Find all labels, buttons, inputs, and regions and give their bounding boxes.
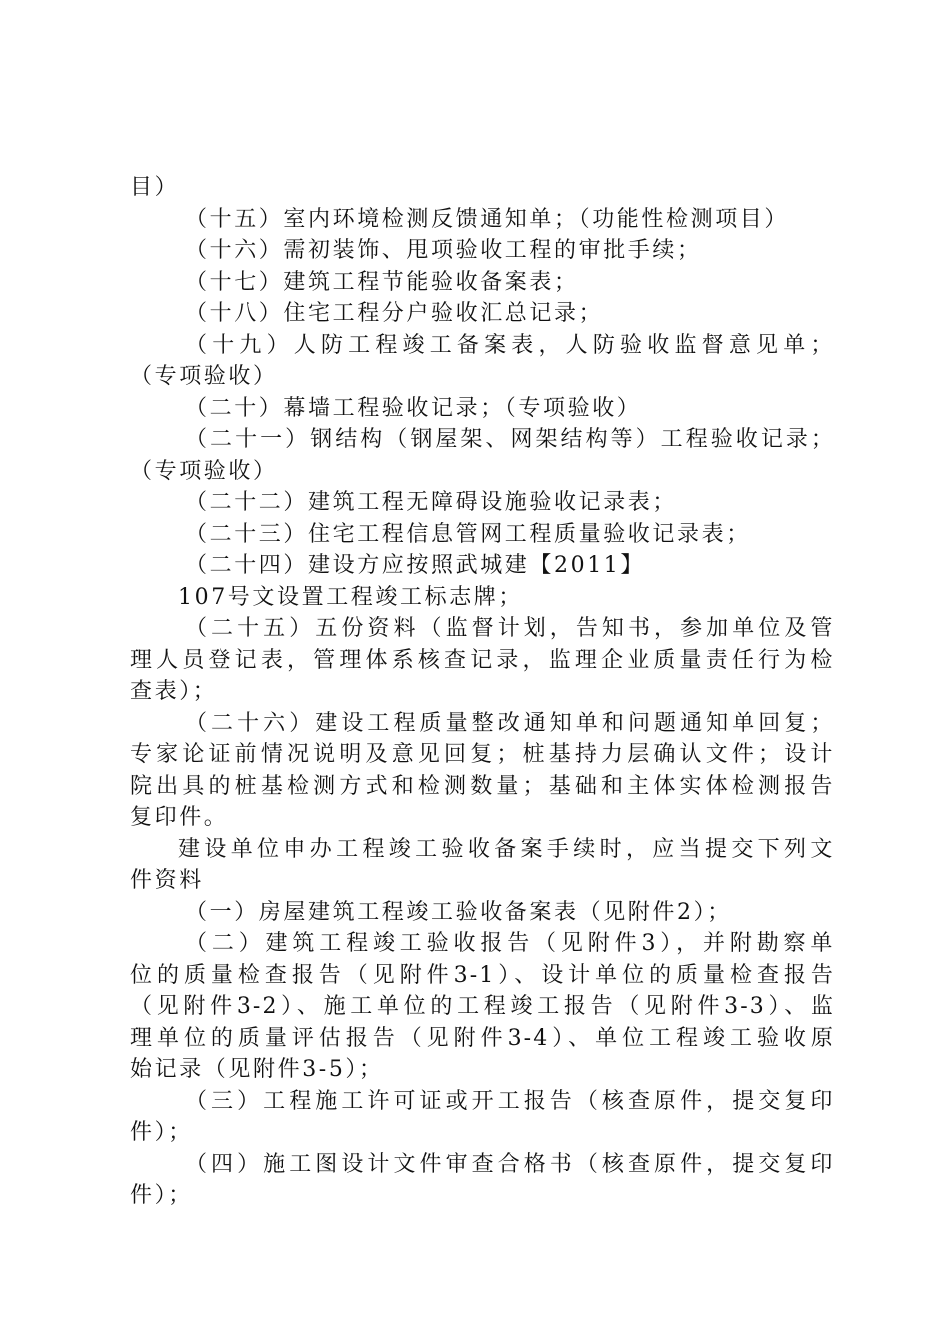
text-line: （十六）需初装饰、甩项验收工程的审批手续； bbox=[185, 238, 702, 263]
text-line: （一）房屋建筑工程竣工验收备案表（见附件2）； bbox=[185, 899, 732, 925]
text-line: （十五）室内环境检测反馈通知单；（功能性检测项目） bbox=[185, 206, 790, 232]
text-line: 建设单位申办工程竣工验收备案手续时，应当提交下列文 bbox=[178, 836, 835, 862]
text-line: 查表）； bbox=[130, 679, 218, 704]
text-line: （二十四）建设方应按照武城建【2011】 bbox=[185, 553, 645, 578]
text-line: 目） bbox=[130, 175, 180, 200]
document-body bbox=[130, 172, 835, 1212]
text-line: 院出具的桩基检测方式和检测数量；基础和主体实体检测报告 bbox=[130, 773, 835, 799]
text-line: 复印件。 bbox=[130, 805, 229, 830]
text-line: 专家论证前情况说明及意见回复；桩基持力层确认文件；设计 bbox=[130, 742, 835, 767]
text-line: （二）建筑工程竣工验收报告（见附件3），并附勘察单 bbox=[185, 931, 835, 956]
text-line: 件）； bbox=[130, 1183, 193, 1208]
text-line: 件资料 bbox=[130, 868, 204, 893]
text-line: （见附件3-2）、施工单位的工程竣工报告（见附件3-3）、监 bbox=[130, 994, 835, 1019]
text-line: （十八）住宅工程分户验收汇总记录； bbox=[185, 301, 604, 326]
text-line: 位的质量检查报告（见附件3-1）、设计单位的质量检查报告 bbox=[130, 962, 835, 988]
text-line: （二十五）五份资料（监督计划，告知书，参加单位及管 bbox=[185, 616, 835, 641]
text-line: （十九）人防工程竣工备案表，人防验收监督意见单； bbox=[185, 332, 835, 358]
text-line: （二十六）建设工程质量整改通知单和问题通知单回复； bbox=[185, 710, 835, 736]
text-line: （三）工程施工许可证或开工报告（核查原件，提交复印 bbox=[185, 1088, 835, 1114]
text-line: （四）施工图设计文件审查合格书（核查原件，提交复印 bbox=[185, 1151, 835, 1177]
text-line: 107号文设置工程竣工标志牌； bbox=[178, 584, 523, 610]
text-line: 理单位的质量评估报告（见附件3-4）、单位工程竣工验收原 bbox=[130, 1025, 835, 1051]
text-line: （二十）幕墙工程验收记录；（专项验收） bbox=[185, 395, 642, 421]
text-line: 件）； bbox=[130, 1120, 193, 1145]
text-line: 理人员登记表，管理体系核查记录，监理企业质量责任行为检 bbox=[130, 647, 835, 673]
text-line: （十七）建筑工程节能验收备案表； bbox=[185, 269, 579, 295]
text-line: （专项验收） bbox=[130, 364, 278, 389]
text-line: （二十三）住宅工程信息管网工程质量验收记录表； bbox=[185, 521, 751, 547]
text-line: 始记录（见附件3-5）； bbox=[130, 1057, 384, 1082]
text-line: （二十一）钢结构（钢屋架、网架结构等）工程验收记录； bbox=[185, 427, 835, 452]
text-line: （二十二）建筑工程无障碍设施验收记录表； bbox=[185, 490, 678, 515]
text-line: （专项验收） bbox=[130, 458, 278, 484]
